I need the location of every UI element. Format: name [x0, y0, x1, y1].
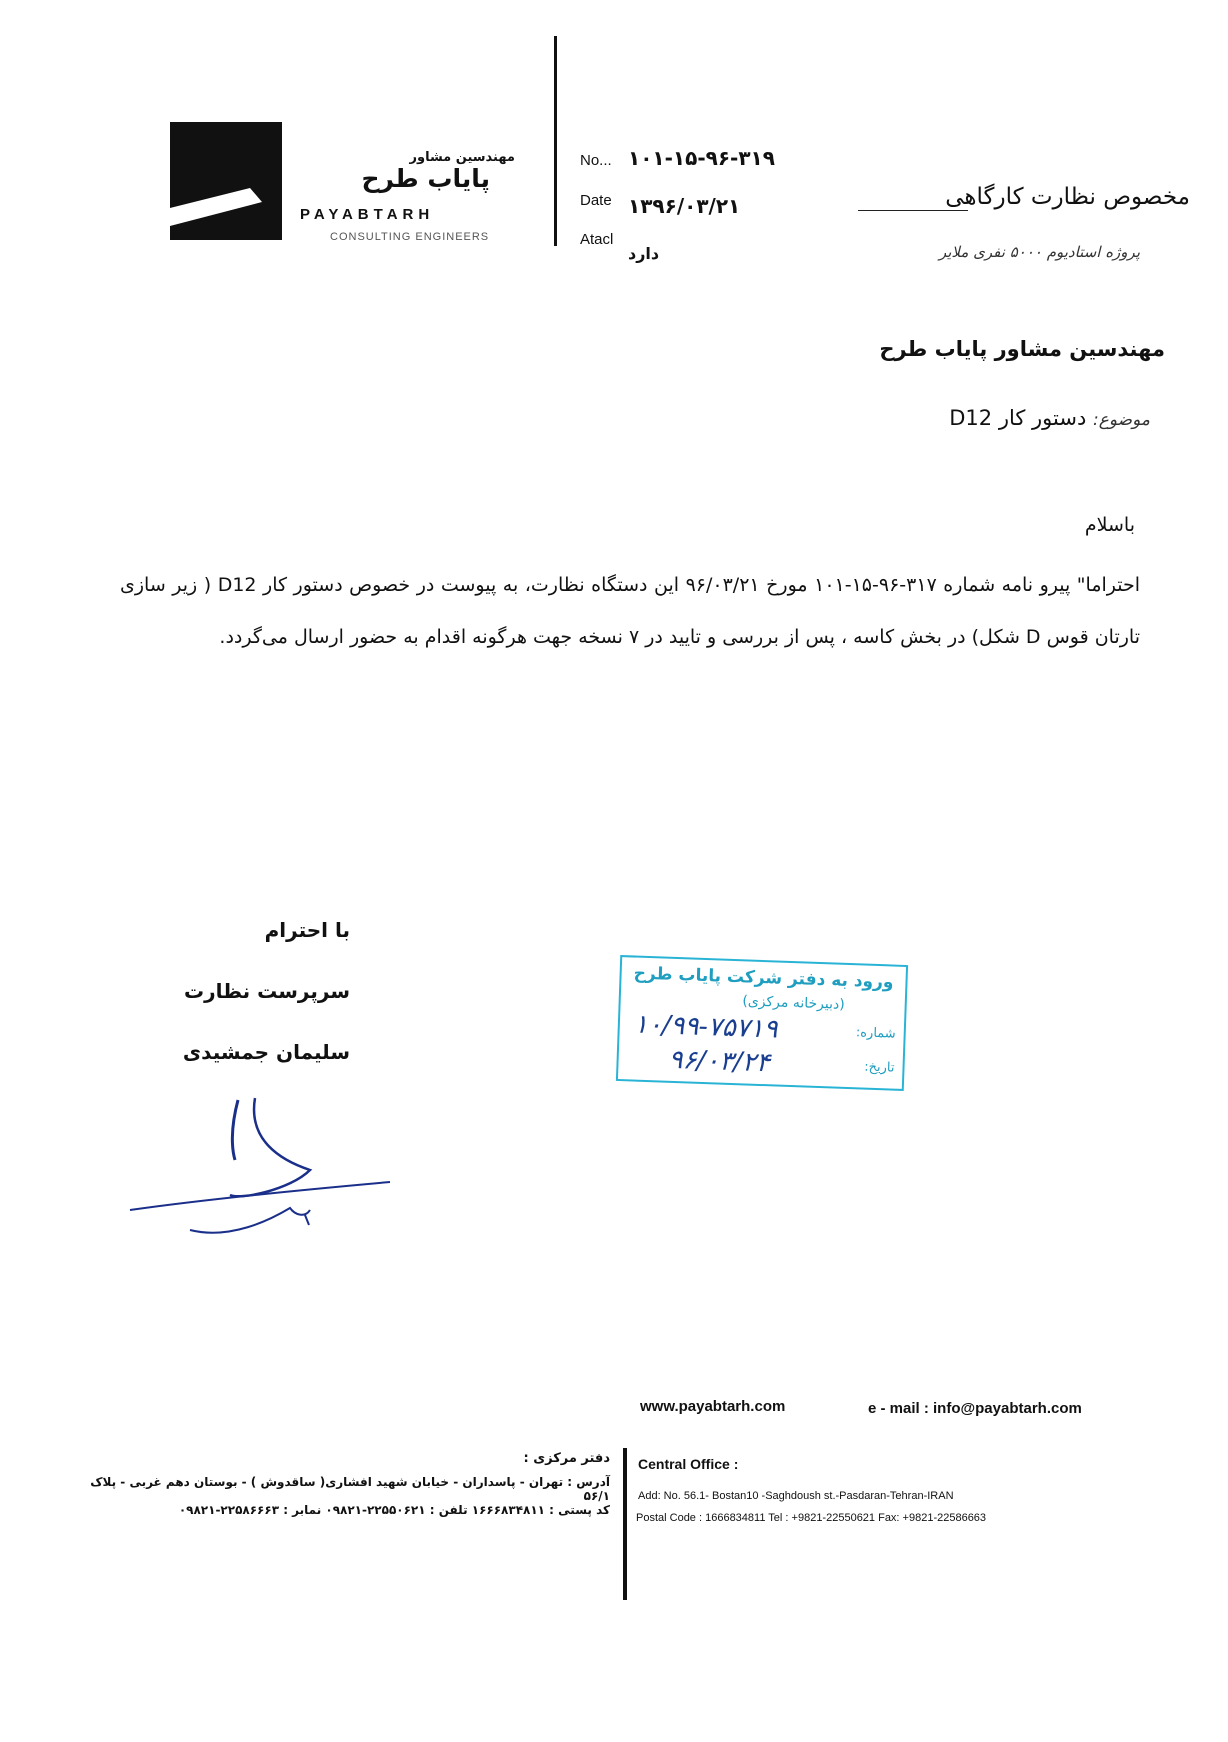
heading-underline [858, 210, 968, 211]
payabtarh-logo-icon [170, 122, 282, 240]
logo-english-name: PAYABTARH [300, 206, 435, 223]
date-label: Date [580, 192, 612, 209]
greeting: باسلام [1084, 514, 1135, 536]
confidential-heading: مخصوص نظارت کارگاهی [945, 184, 1190, 210]
subject-label: موضوع: [1093, 410, 1150, 430]
central-office-address-fa: آدرس : تهران - پاسداران - خیابان شهید افشاری( ساقدوش ) - بوستان دهم غربی - پلاک ۵۶/۱ [90, 1475, 610, 1503]
central-office-address-en: Add: No. 56.1- Bostan10 -Saghdoush st.-Pasdaran-Tehran-IRAN [638, 1490, 954, 1502]
signer-title: سرپرست نظارت [184, 979, 350, 1003]
letter-body: احتراما" پیرو نامه شماره ۳۱۷-۹۶-۱۵-۱۰۱ مورخ ۹۶/۰۳/۲۱ این دستگاه نظارت، به پیوست در خصوص دستور کار D12 ( زیر سازی تارتان قوس D شکل) در بخش کاسه ، پس از بررسی و تایید در ۷ نسخه جهت هرگونه اقدام به حضور ارسال می‌گردد. [120, 574, 1141, 648]
stamp-date: ۹۶/۰۳/۲۴ [668, 1044, 771, 1079]
header-divider [554, 36, 557, 246]
logo-persian-subtitle: مهندسین مشاور [409, 150, 515, 165]
logo-persian-name: پایاب طرح [361, 164, 490, 193]
letter-date: ۱۳۹۶/۰۳/۲۱ [628, 194, 741, 218]
stamp-title: ورود به دفتر شرکت پایاب طرح [633, 963, 894, 993]
stamp-number: ۱۰/۹۹-۷۵۷۱۹ [633, 1009, 779, 1045]
central-office-contact-fa: کد پستی : ۱۶۶۶۸۳۴۸۱۱ تلفن : ۲۲۵۵۰۶۲۱-۰۹۸۲۱ نمابر : ۲۲۵۸۶۶۶۳-۰۹۸۲۱ [178, 1503, 610, 1517]
central-office-title-en: Central Office : [638, 1456, 739, 1472]
website-link: www.payabtarh.com [640, 1398, 786, 1415]
logo-english-subtitle: CONSULTING ENGINEERS [330, 231, 490, 243]
closing-regards: با احترام [264, 918, 350, 942]
project-name: پروژه استادیوم ۵۰۰۰ نفری ملایر [938, 243, 1140, 261]
central-office-title-fa: دفتر مرکزی : [523, 1451, 610, 1466]
stamp-number-label: شماره: [855, 1025, 896, 1042]
email-address: e - mail : info@payabtarh.com [868, 1400, 1082, 1417]
handwritten-signature-icon [120, 1090, 400, 1250]
footer-divider [623, 1448, 627, 1600]
signer-name: سلیمان جمشیدی [182, 1040, 350, 1064]
attachment-value: دارد [628, 244, 660, 263]
stamp-date-label: تاریخ: [864, 1059, 895, 1076]
recipient: مهندسین مشاور پایاب طرح [879, 337, 1165, 361]
received-stamp [616, 955, 908, 1091]
subject-line [700, 406, 1150, 430]
subject-value: دستور کار D12 [949, 406, 1087, 430]
stamp-subtitle: (دبیرخانه مرکزی) [742, 993, 845, 1013]
letter-number: ۱۰۱-۱۵-۹۶-۳۱۹ [628, 146, 775, 170]
number-label: No... [580, 152, 612, 169]
central-office-contact-en: Postal Code : 1666834811 Tel : +9821-22550621 Fax: +9821-22586663 [636, 1512, 987, 1524]
attachment-label: Atacl [580, 231, 614, 248]
